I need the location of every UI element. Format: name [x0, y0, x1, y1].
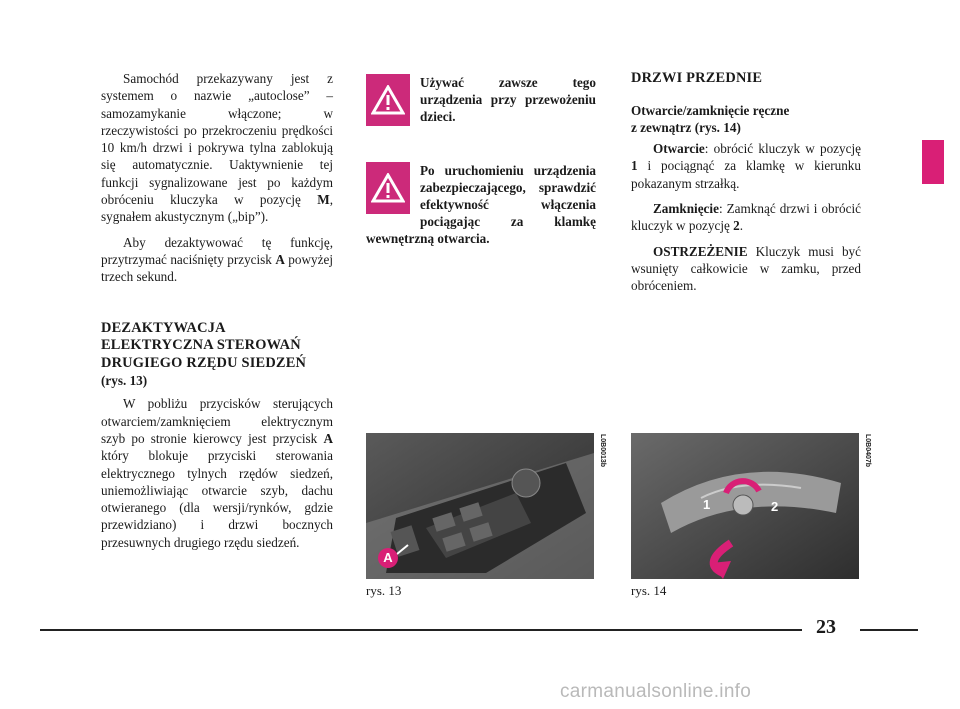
label-a-badge: A	[378, 548, 398, 568]
warning-triangle-icon	[366, 74, 410, 126]
page-number: 23	[816, 616, 836, 638]
figure-14-caption: rys. 14	[631, 583, 667, 598]
footer-rule-right	[860, 629, 918, 631]
subheading-manual: Otwarcie/zamknięcie ręczne z zewnątrz (rys. 14)	[631, 102, 790, 135]
figure-13-window-switches	[366, 433, 594, 579]
label-position-2: 2	[771, 499, 779, 514]
figure-14-door-handle	[631, 433, 859, 579]
figure-13-code: L0B0013b	[599, 434, 606, 468]
figure-13-caption: rys. 13	[366, 583, 402, 598]
column-right	[631, 70, 861, 302]
warning-text-2: Po uruchomieniu urządzenia zabezpieczającego, sprawdzić efektywność włączenia pociągając za klamkę wewnętrzną otwarcia.	[366, 163, 596, 246]
figure-14-illustration	[631, 433, 859, 579]
warning-box-2	[366, 162, 596, 247]
label-position-1: 1	[703, 497, 711, 512]
section-tab-marker	[922, 140, 944, 184]
paragraph-autoclose: Samochód przekazywany jest z systemem o nazwie „autoclose” – samozamykanie włączone; w rzeczywistości po przekroczeniu prędkości 10 km/h drzwi i pokrywa tylna zablokują się automatycznie. Uaktywnienie tej funkcji sygnalizowane jest po każdym obróceniu kluczyka w pozycję M, sygnałem akustycznym („bip”).	[101, 71, 333, 225]
section-heading-deactivation: DEZAKTYWACJA ELEKTRYCZNA STEROWAŃ DRUGIEGO RZĘDU SIEDZEŃ	[101, 319, 307, 371]
section-heading-ref: (rys. 13)	[101, 373, 148, 389]
figure-14-code: L0B0407b	[864, 434, 871, 468]
column-left	[101, 70, 333, 559]
warning-text-1: Używać zawsze tego urządzenia przy przewożeniu dzieci.	[420, 75, 596, 124]
paragraph-closing: Zamknięcie: Zamknąć drzwi i obrócić kluczyk w pozycję 2.	[631, 200, 861, 234]
footer-rule-left	[40, 629, 802, 631]
warning-triangle-icon	[366, 162, 410, 214]
paragraph-opening: Otwarcie: obrócić kluczyk w pozycję 1 i pociągnąć za klamkę w kierunku pokazanym strzałką.	[631, 141, 861, 191]
paragraph-button-a: W pobliżu przycisków sterujących otwarciem/zamknięciem elektrycznym szyb po stronie kierowcy jest przycisk A który blokuje przyciski sterowania elektrycznego tylnych rzędów siedzeń, uniemożliwiając otwarcie szyb, dachu otwieranego (dla wersji/rynków, gdzie przewidziano) i drzwi bocznych przesuwnych drugiego rzędu siedzeń.	[101, 396, 333, 550]
section-heading-front-doors: DRZWI PRZEDNIE	[631, 70, 763, 86]
warning-box-1	[366, 74, 596, 128]
figure-13-illustration	[366, 433, 594, 579]
watermark: carmanualsonline.info	[560, 681, 752, 702]
paragraph-warning: OSTRZEŻENIE Kluczyk musi być wsunięty całkowicie w zamku, przed obróceniem.	[631, 243, 861, 294]
paragraph-deactivate: Aby dezaktywować tę funkcję, przytrzymać naciśnięty przycisk A powyżej trzech sekund.	[101, 234, 333, 285]
